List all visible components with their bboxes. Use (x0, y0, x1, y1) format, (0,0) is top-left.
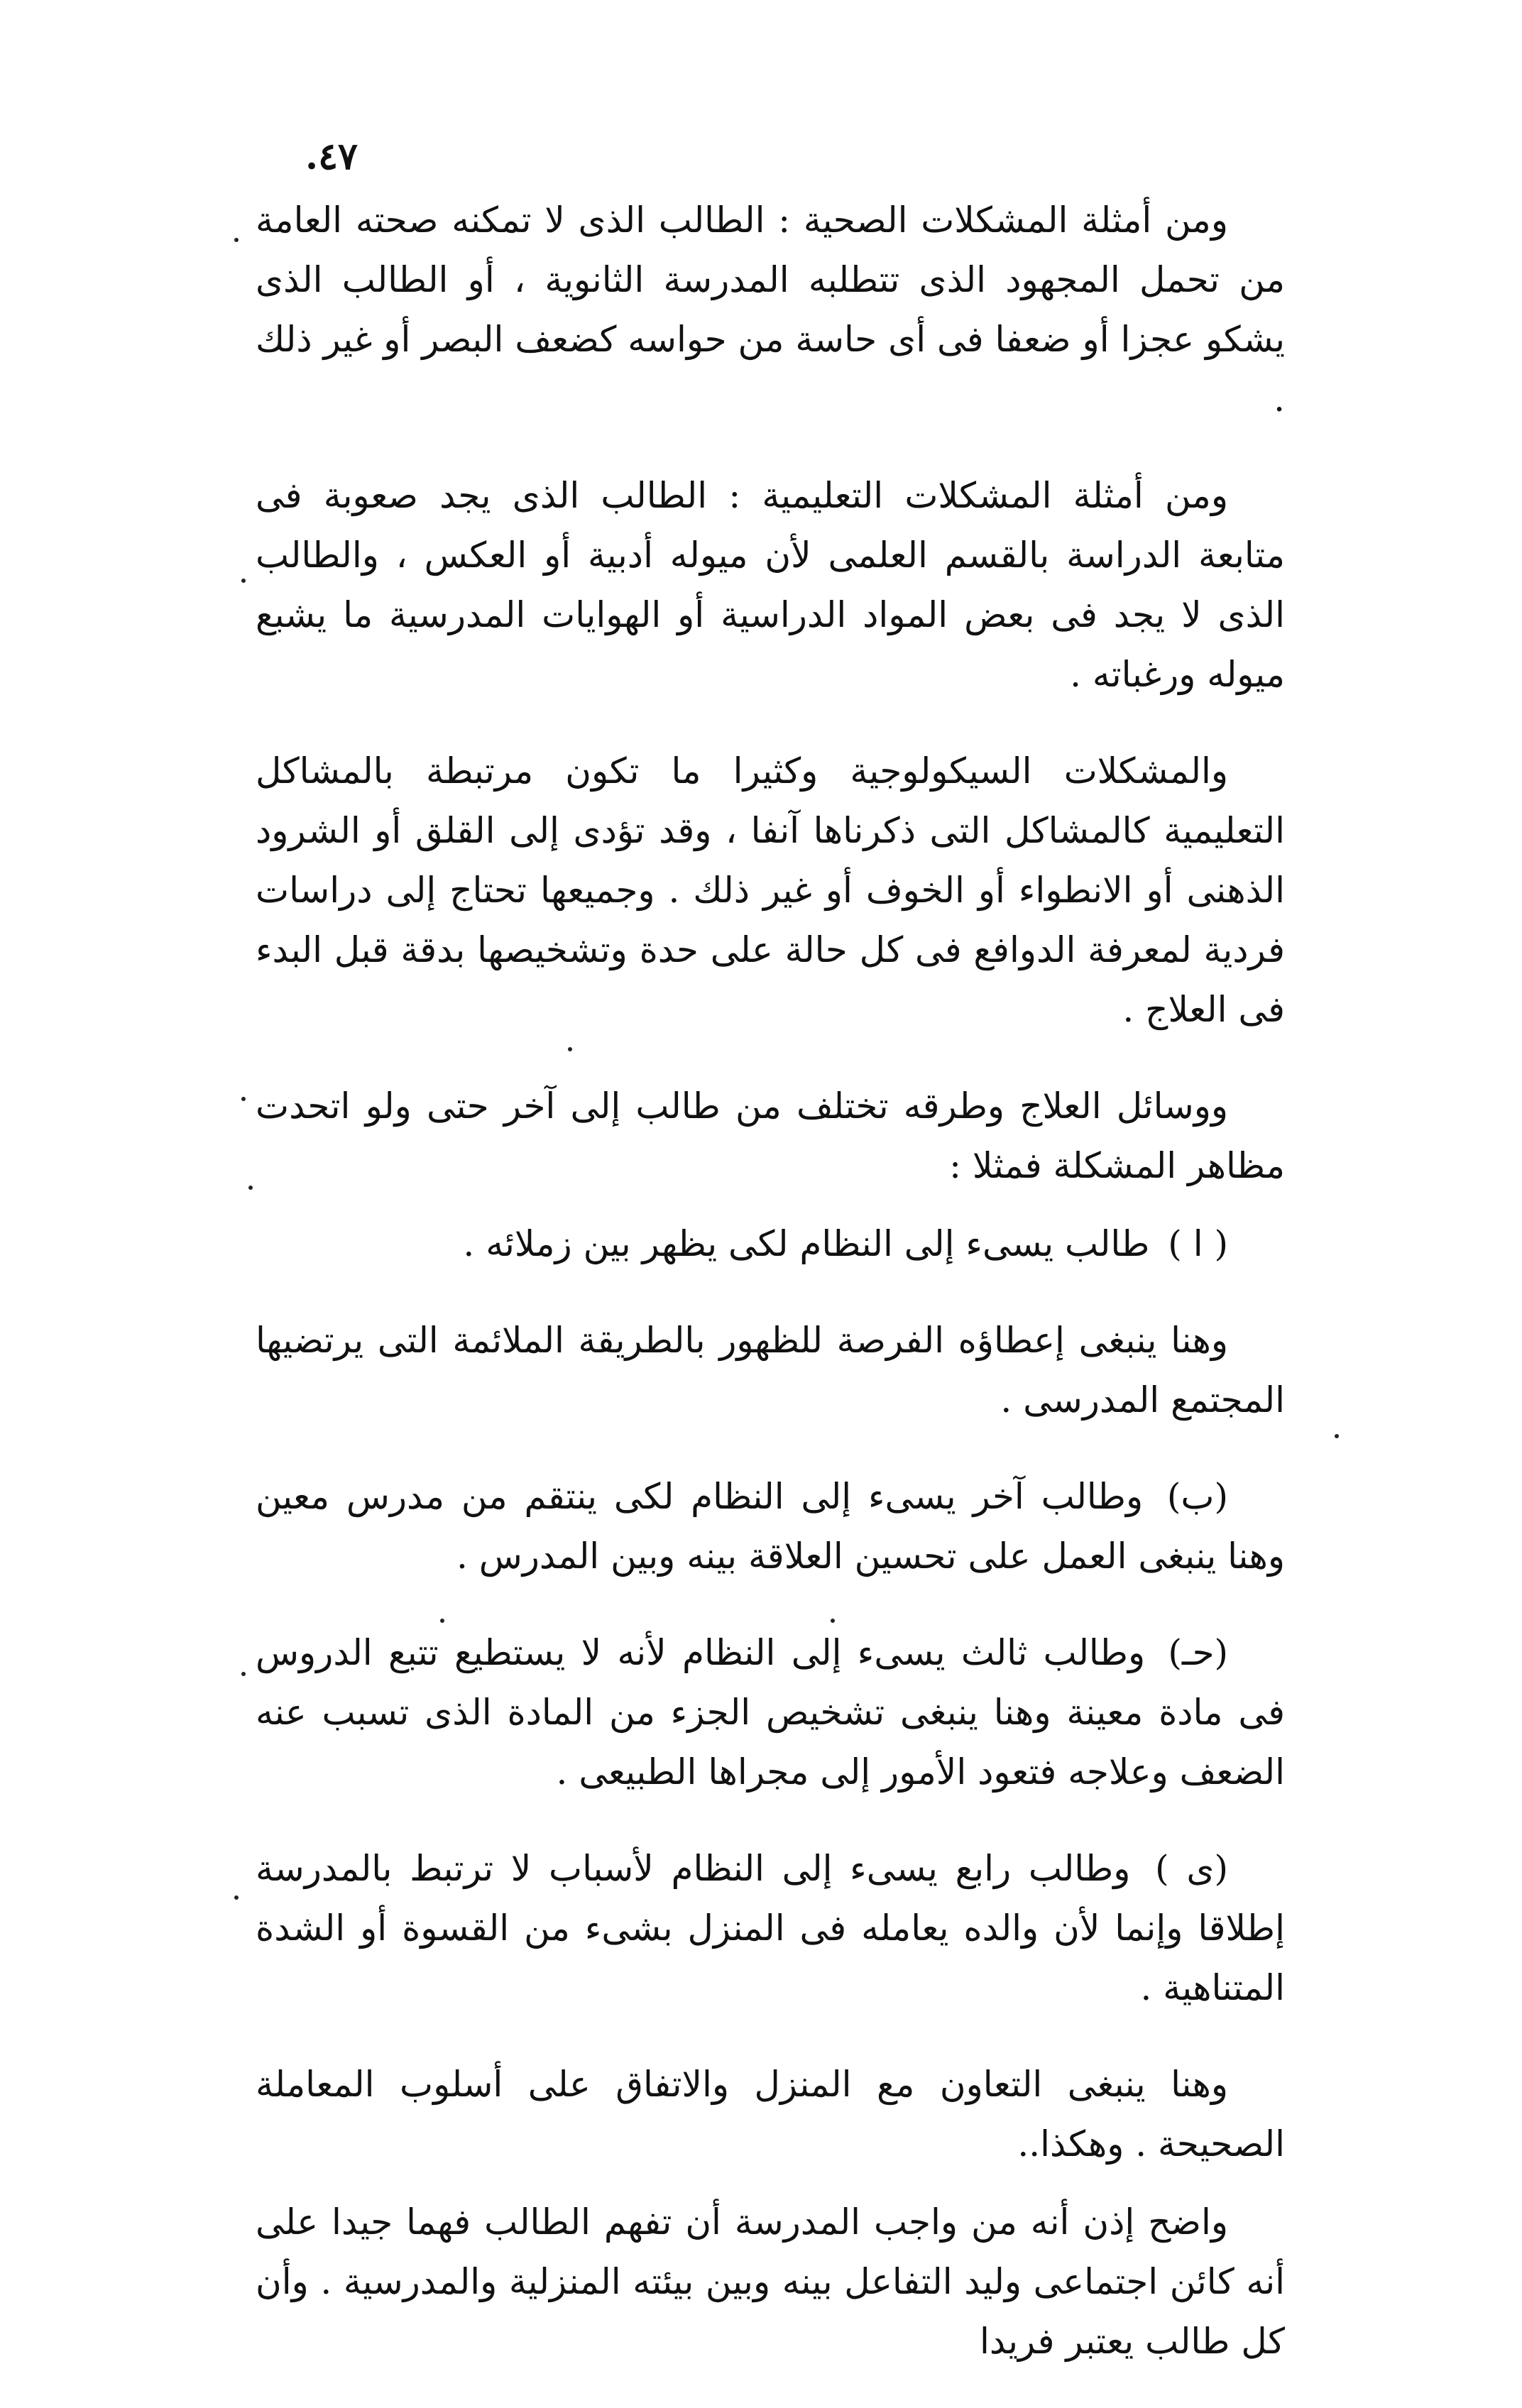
scan-speck (234, 238, 239, 242)
scan-speck (831, 1619, 835, 1623)
scan-speck (241, 1097, 246, 1101)
list-marker: ( ا ) (1168, 1223, 1228, 1264)
page-number: ٤٧. (305, 135, 358, 178)
list-marker: (حـ) (1168, 1632, 1228, 1673)
list-item-c (256, 1623, 1285, 1802)
list-item-a (256, 1214, 1285, 1274)
paragraph-educational-problems: ومن أمثلة المشكلات التعليمية : الطالب الذى يجد صعوبة فى متابعة الدراسة بالقسم العلمى لأن ميوله أدبية أو العكس ، والطالب الذى لا يجد فى بعض المواد الدراسية أو الهوايات المدرسية ما يشبع ميوله ورغباته . (256, 475, 1285, 695)
list-marker: (ب) (1166, 1476, 1228, 1517)
scan-speck (234, 1895, 239, 1900)
scan-speck (440, 1619, 444, 1623)
paragraph-health-problems: ومن أمثلة المشكلات الصحية : الطالب الذى لا تمكنه صحته العامة من تحمل المجهود الذى تتطلبه المدرسة الثانوية ، أو الطالب الذى يشكو عجزا أو ضعفا فى أى حاسة من حواسه كضعف البصر أو غير ذلك . (256, 199, 1285, 420)
scan-speck (1335, 1434, 1339, 1438)
paragraph-treatment-methods: ووسائل العلاج وطرقه تختلف من طالب إلى آخر حتى ولو اتحدت مظاهر المشكلة فمثلا : (256, 1085, 1285, 1186)
list-item-d (256, 1839, 1285, 2018)
paragraph-cooperation: وهنا ينبغى التعاون مع المنزل والاتفاق على أسلوب المعاملة الصحيحة . وهكذا.. (256, 2064, 1285, 2165)
list-item-text: وطالب رابع يسىء إلى النظام لأسباب لا ترتبط بالمدرسة إطلاقا وإنما لأن والده يعامله فى المنزل بشىء من القسوة أو الشدة المتناهية . (256, 1848, 1285, 2008)
scan-speck (241, 579, 246, 583)
scan-speck (248, 1186, 253, 1190)
list-item-text: وطالب آخر يسىء إلى النظام لكى ينتقم من مدرس معين وهنا ينبغى العمل على تحسين العلاقة بينه وبين المدرس . (256, 1476, 1285, 1577)
scan-speck (241, 1672, 246, 1676)
list-item-a-note: وهنا ينبغى إعطاؤه الفرصة للظهور بالطريقة الملائمة التى يرتضيها المجتمع المدرسى . (256, 1320, 1285, 1421)
list-marker: (ى ) (1155, 1848, 1228, 1889)
paragraph-conclusion: واضح إذن أنه من واجب المدرسة أن تفهم الطالب فهما جيدا على أنه كائن اجتماعى وليد التفاعل بينه وبين بيئته المنزلية والمدرسية . وأن كل طالب يعتبر فريدا (256, 2201, 1285, 2362)
body-text (256, 190, 1285, 2408)
list-item-text: طالب يسىء إلى النظام لكى يظهر بين زملائه . (463, 1223, 1150, 1264)
paragraph-psychological-problems: والمشكلات السيكولوجية وكثيرا ما تكون مرتبطة بالمشاكل التعليمية كالمشاكل التى ذكرناها آنفا ، وقد تؤدى إلى القلق أو الشرود الذهنى أو الانطواء أو الخوف أو غير ذلك . وجميعها تحتاج إلى دراسات فردية لمعرفة الدوافع فى كل حالة على حدة وتشخيصها بدقة قبل البدء فى العلاج . (256, 750, 1285, 1030)
scan-speck (568, 1047, 572, 1051)
list-item-b (256, 1467, 1285, 1586)
list-item-text: وطالب ثالث يسىء إلى النظام لأنه لا يستطيع تتبع الدروس فى مادة معينة وهنا ينبغى تشخيص الجزء من المادة الذى تسبب عنه الضعف وعلاجه فتعود الأمور إلى مجراها الطبيعى . (256, 1632, 1285, 1793)
